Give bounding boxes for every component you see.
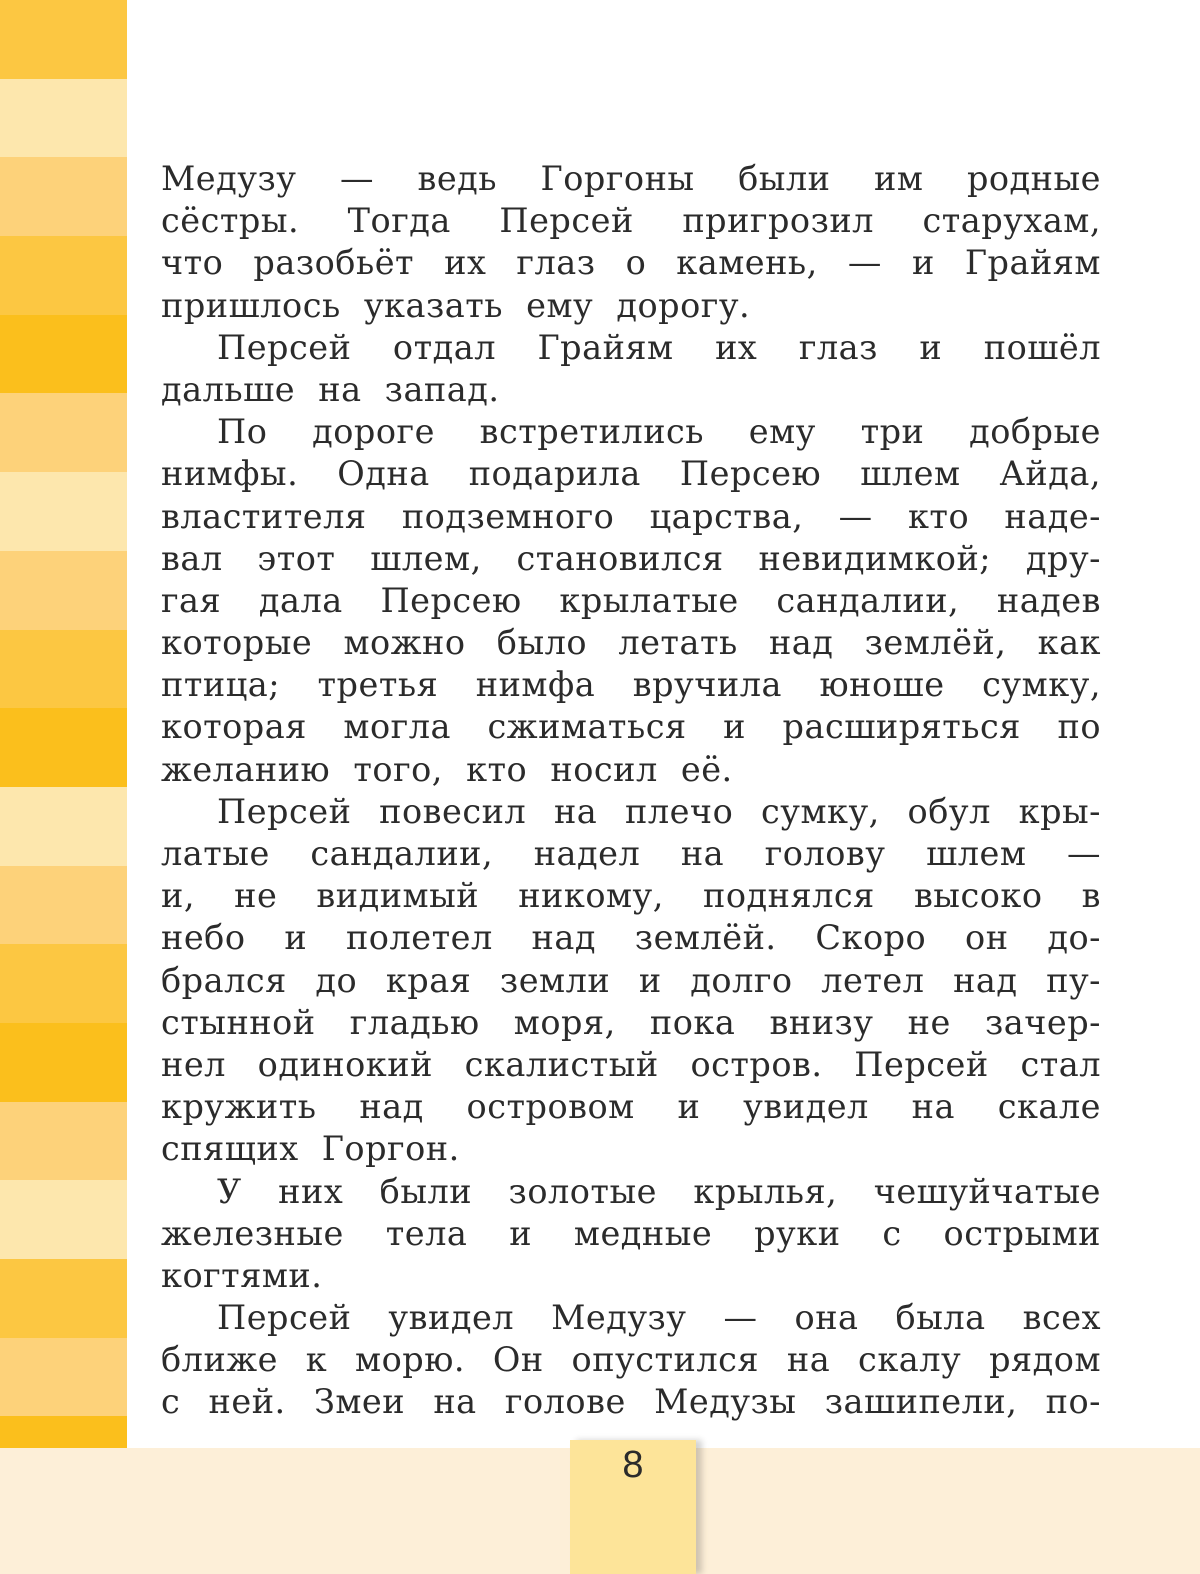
text-line: пришлось указать ему дорогу.: [161, 285, 751, 325]
text-line: Персей отдал Грайям их глаз и пошёл: [217, 327, 1101, 367]
stripe-band: [0, 1338, 127, 1417]
text-line: нимфы. Одна подарила Персею шлем Айда,: [161, 454, 1101, 494]
text-line: ближе к морю. Он опустился на скалу рядом: [161, 1340, 1101, 1380]
text-line: нел одинокий скалистый остров. Персей стал: [161, 1044, 1101, 1084]
stripe-band: [0, 1259, 127, 1338]
text-line: кружить над островом и увидел на скале: [161, 1087, 1101, 1127]
stripe-band: [0, 630, 127, 709]
stripe-band: [0, 0, 127, 79]
stripe-band: [0, 157, 127, 236]
text-line: Персей увидел Медузу — она была всех: [217, 1298, 1101, 1338]
stripe-band: [0, 236, 127, 315]
text-line: когтями.: [161, 1255, 323, 1295]
stripe-band: [0, 866, 127, 945]
stripe-band: [0, 393, 127, 472]
stripe-band: [0, 708, 127, 787]
text-line: спящих Горгон.: [161, 1129, 460, 1169]
page-number-tab: [570, 1440, 696, 1574]
stripe-band: [0, 1023, 127, 1102]
text-line: что разобьёт их глаз о камень, — и Грайям: [161, 243, 1101, 283]
text-line: По дороге встретились ему три добрые: [217, 412, 1101, 452]
text-line: У них были золотые крылья, чешуйчатые: [217, 1171, 1101, 1211]
text-line: которая могла сжиматься и расширяться по: [161, 707, 1101, 747]
text-line: птица; третья нимфа вручила юноше сумку,: [161, 665, 1101, 705]
story-text: [161, 158, 1101, 1424]
text-line: вал этот шлем, становился невидимкой; дру-: [161, 538, 1101, 578]
text-line: небо и полетел над землёй. Скоро он до-: [161, 918, 1101, 958]
stripe-band: [0, 551, 127, 630]
stripe-band: [0, 787, 127, 866]
stripe-band: [0, 315, 127, 394]
text-line: Персей повесил на плечо сумку, обул кры-: [217, 791, 1101, 831]
stripe-band: [0, 1102, 127, 1181]
stripe-band: [0, 79, 127, 158]
text-line: гая дала Персею крылатые сандалии, надев: [161, 580, 1101, 620]
stripe-band: [0, 944, 127, 1023]
text-line: которые можно было летать над землёй, как: [161, 623, 1101, 663]
page-number: 8: [622, 1444, 644, 1486]
text-line: с ней. Змеи на голове Медузы зашипели, по-: [161, 1382, 1101, 1422]
decorative-color-strip: [0, 0, 127, 1574]
stripe-band: [0, 1180, 127, 1259]
stripe-band: [0, 472, 127, 551]
text-line: дальше на запад.: [161, 369, 500, 409]
text-line: и, не видимый никому, поднялся высоко в: [161, 876, 1101, 916]
text-line: стынной гладью моря, пока внизу не зачер-: [161, 1002, 1101, 1042]
text-line: Медузу — ведь Горгоны были им родные: [161, 159, 1101, 198]
book-page: [127, 0, 1200, 1448]
text-line: латые сандалии, надел на голову шлем —: [161, 834, 1101, 873]
text-line: железные тела и медные руки с острыми: [161, 1213, 1101, 1253]
text-line: властителя подземного царства, — кто наде-: [161, 496, 1101, 536]
text-line: желанию того, кто носил её.: [161, 749, 733, 789]
text-line: брался до края земли и долго летел над пу-: [161, 960, 1101, 1000]
text-line: сёстры. Тогда Персей пригрозил старухам,: [161, 201, 1101, 241]
